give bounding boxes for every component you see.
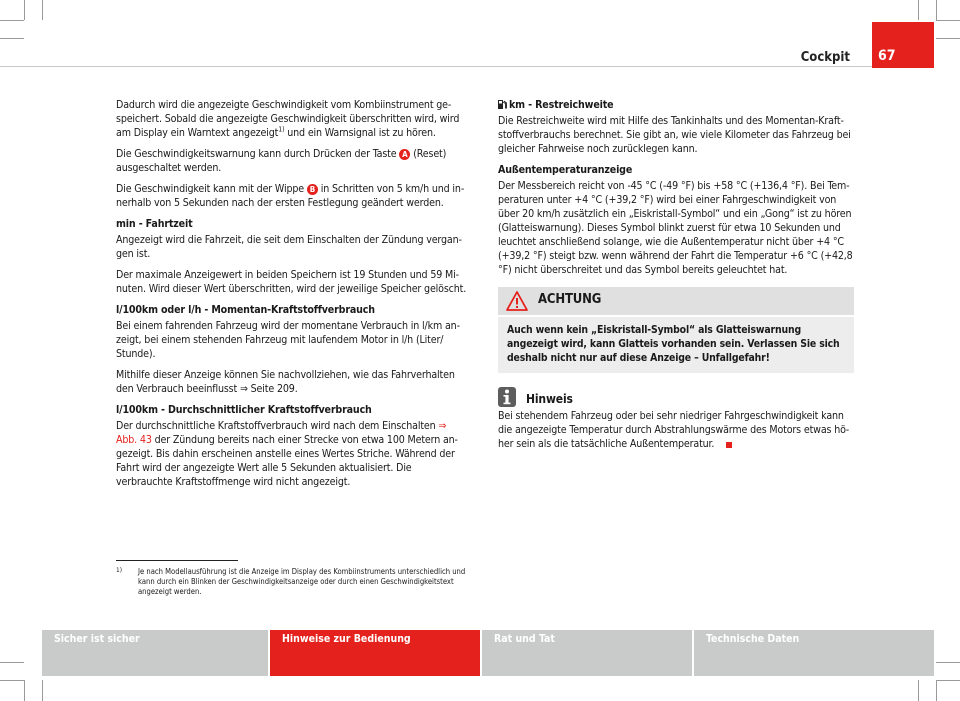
key-a-badge: A bbox=[399, 149, 410, 160]
section-heading: l/100km oder l/h - Momentan-Kraftstoffverbrauch bbox=[116, 304, 375, 316]
section-heading: km - Restreichweite bbox=[498, 98, 854, 112]
footer-tab-sicher[interactable]: Sicher ist sicher bbox=[42, 630, 268, 676]
crop-mark bbox=[936, 20, 960, 21]
paragraph: Mithilfe dieser Anzeige können Sie nachvollziehen, wie das Fahrverhalten den Verbrauch beeinflusst ⇒ Seite 209. bbox=[116, 369, 455, 395]
fuel-pump-icon bbox=[498, 99, 507, 109]
crop-mark bbox=[42, 680, 43, 701]
footer-tab-rat-und-tat[interactable]: Rat und Tat bbox=[482, 630, 692, 676]
page-link[interactable]: ⇒ Seite 209 bbox=[239, 383, 295, 395]
footnote-text: Je nach Modellausführung ist die Anzeige im Display des Kombiinstruments unterschiedlich und kann durch ein Blinken der Geschwindigkeitsanzeige oder durch einen Geschwindigkeitstext angezeigt werden. bbox=[138, 567, 466, 596]
crop-mark bbox=[918, 0, 919, 20]
left-column bbox=[116, 98, 470, 496]
crop-mark bbox=[918, 680, 919, 701]
footer-tab-bedienung[interactable]: Hinweise zur Bedienung bbox=[270, 630, 480, 676]
crop-mark bbox=[936, 680, 960, 681]
key-b-badge: B bbox=[307, 184, 318, 195]
page-number: 67 bbox=[878, 48, 896, 64]
crop-mark bbox=[24, 0, 25, 20]
warning-box bbox=[498, 287, 854, 373]
footnote bbox=[116, 567, 471, 597]
crop-mark bbox=[936, 38, 960, 39]
crop-mark bbox=[936, 680, 937, 701]
section-end-marker bbox=[726, 442, 732, 448]
section-heading: l/100km - Durchschnittlicher Kraftstoffverbrauch bbox=[116, 404, 372, 416]
figure-link[interactable]: ⇒ Abb. 43 bbox=[116, 420, 447, 446]
paragraph: Bei einem fahrenden Fahrzeug wird der momentane Verbrauch in l/km anzeigt, bei einem stehenden Fahrzeug mit laufendem Motor in l/h (Liter/ Stunde). bbox=[116, 320, 461, 360]
warning-header bbox=[498, 287, 854, 317]
crop-mark bbox=[0, 38, 24, 39]
crop-mark bbox=[0, 680, 24, 681]
paragraph: Die Geschwindigkeit kann mit der Wippe B in Schritten von 5 km/h und innerhalb von 5 Sekunden nach der ersten Festlegung geändert werden. bbox=[116, 183, 465, 209]
crop-mark bbox=[0, 20, 24, 21]
hint-text: Bei stehendem Fahrzeug oder bei sehr niedriger Fahrgeschwindigkeit kann die angezeigte Temperatur durch Abstrahlungswärme des Motors etwas höher sein als die tatsächliche Außentemperatur. bbox=[498, 410, 850, 450]
paragraph: Der maximale Anzeigewert in beiden Speichern ist 19 Stunden und 59 Minuten. Wird dieser Wert überschritten, wird der jeweilige Speicher gelöscht. bbox=[116, 269, 467, 295]
footnote-number: 1) bbox=[116, 566, 123, 574]
paragraph: Angezeigt wird die Fahrzeit, die seit dem Einschalten der Zündung vergangen ist. bbox=[116, 234, 462, 260]
warning-triangle-icon bbox=[506, 291, 528, 315]
paragraph: Der durchschnittliche Kraftstoffverbrauch wird nach dem Einschalten ⇒ Abb. 43 der Zündung bereits nach einer Strecke von etwa 100 Metern angezeigt. Bis dahin erscheinen anstelle eines Wertes Striche. Während der Fahrt wird der angezeigte Wert alle 5 Sekunden aktualisiert. Die verbrauchte Kraftstoffmenge wird nicht angezeigt. bbox=[116, 420, 458, 488]
crop-mark bbox=[936, 0, 937, 20]
right-column bbox=[498, 98, 854, 458]
page-number-tab bbox=[872, 22, 934, 68]
warning-text: Auch wenn kein „Eiskristall-Symbol“ als Glatteiswarnung angezeigt wird, kann Glatteis vorhanden sein. Verlassen Sie sich deshalb nicht nur auf diese Anzeige – Unfallgefahr! bbox=[507, 324, 840, 364]
section-heading: Außentemperaturanzeige bbox=[498, 164, 633, 176]
warning-title: ACHTUNG bbox=[538, 292, 602, 307]
footnote-rule bbox=[116, 560, 238, 561]
paragraph: Die Geschwindigkeitswarnung kann durch Drücken der Taste A (Reset) ausgeschaltet werden. bbox=[116, 148, 447, 174]
hint-header bbox=[498, 387, 854, 409]
crop-mark bbox=[24, 680, 25, 701]
footnote-ref[interactable]: 1) bbox=[278, 125, 285, 134]
paragraph: Der Messbereich reicht von -45 °C (-49 °F) bis +58 °C (+136,4 °F). Bei Temperaturen unter +4 °C (+39,2 °F) wird bei einer Fahrgeschwindigkeit von über 20 km/h zusätzlich ein „Eiskristall-Symbol“ und ein „Gong“ ist zu hören (Glatteiswarnung). Dieses Symbol blinkt zuerst für etwa 10 Sekunden und leuchtet anschließend solange, wie die Außentemperatur nicht über +4 °C (+39,2 °F) steigt bzw. wenn während der Fahrt die Temperatur +6 °C (+42,8 °F) nicht überschreitet und das Symbol bereits geleuchtet hat. bbox=[498, 180, 853, 276]
section-heading: min - Fahrtzeit bbox=[116, 218, 193, 230]
paragraph: Die Restreichweite wird mit Hilfe des Tankinhalts und des Momentan-Kraftstoffverbrauchs berechnet. Sie gibt an, wie viele Kilometer das Fahrzeug bei gleicher Fahrweise noch zurücklegen kann. bbox=[498, 115, 851, 155]
crop-mark bbox=[936, 662, 960, 663]
page-title: Cockpit bbox=[800, 50, 850, 65]
crop-mark bbox=[0, 662, 24, 663]
info-icon bbox=[498, 387, 516, 407]
footer-tab-technische-daten[interactable]: Technische Daten bbox=[694, 630, 934, 676]
hint-title: Hinweis bbox=[526, 392, 573, 406]
crop-mark bbox=[42, 0, 43, 20]
paragraph: Dadurch wird die angezeigte Geschwindigkeit vom Kombiinstrument gespeichert. Sobald die angezeigte Geschwindigkeit überschritten wird, wird am Display ein Warntext angezeigt$^{1)}$ und ein Warnsignal ist zu hören. bbox=[116, 99, 460, 139]
header-rule bbox=[0, 66, 872, 67]
